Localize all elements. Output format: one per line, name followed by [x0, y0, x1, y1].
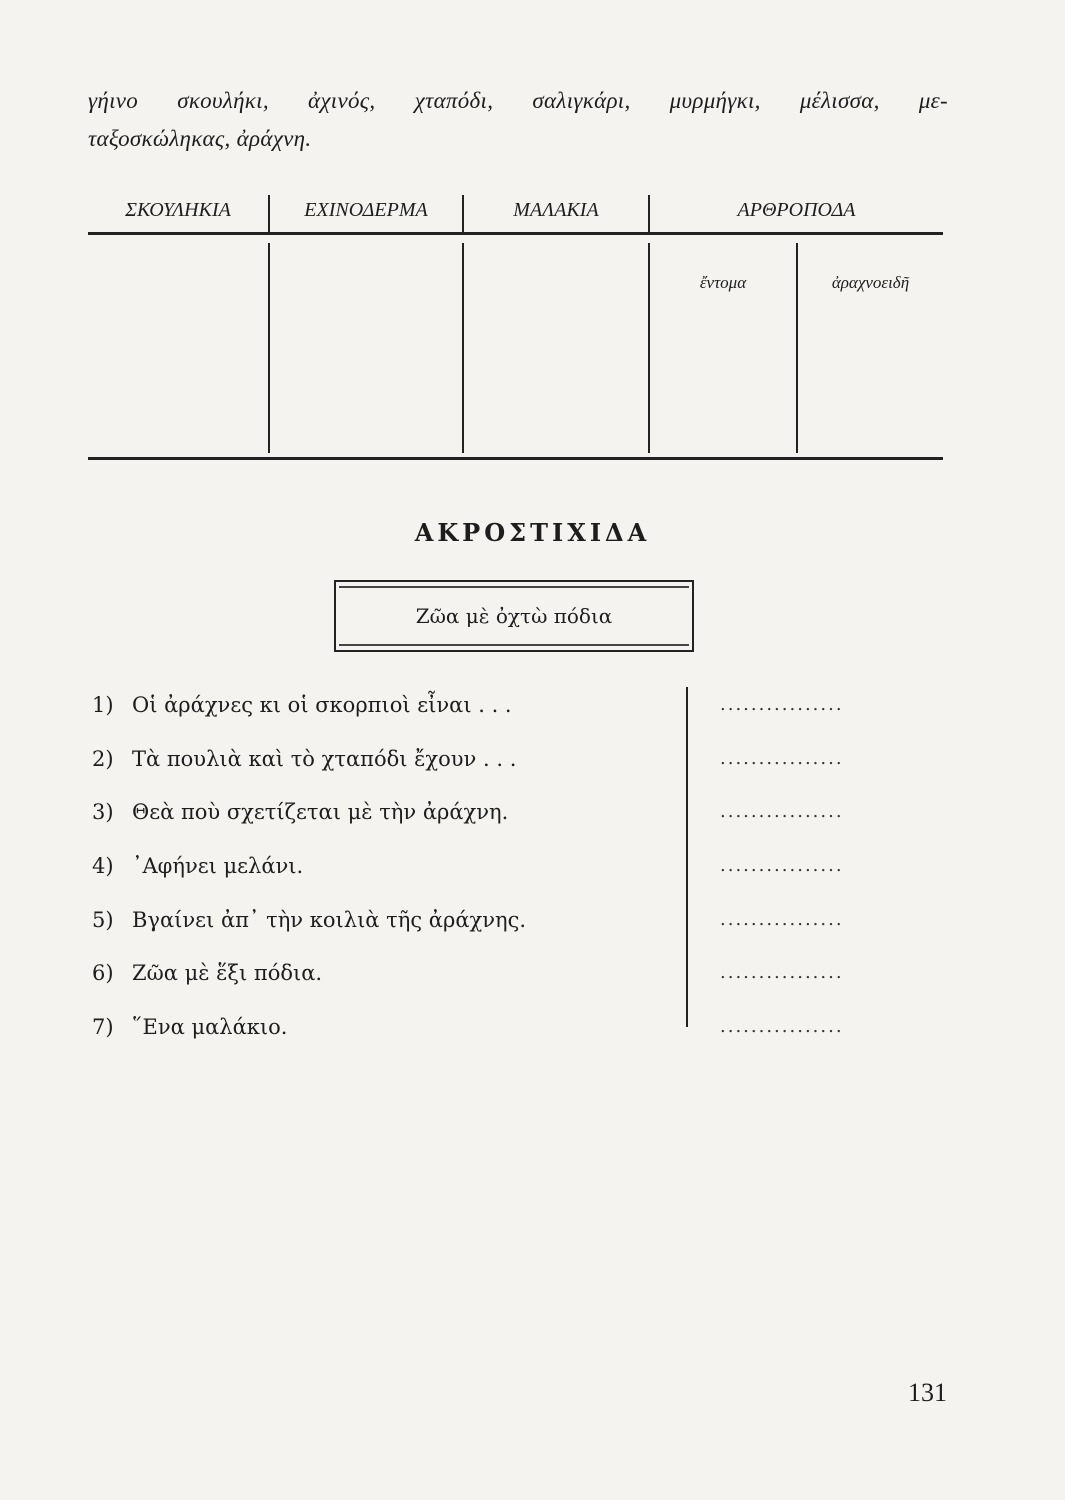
column-divider	[268, 243, 270, 453]
intro-text	[88, 82, 948, 158]
answer-blank: ................	[720, 1016, 844, 1038]
intro-line-2: ταξοσκώληκας, ἀράχνη.	[88, 126, 312, 151]
column-divider	[648, 195, 650, 233]
clue-text: Θεὰ ποὺ σχετίζεται μὲ τὴν ἀράχνη.	[132, 800, 509, 825]
clue-number: 1)	[92, 693, 114, 717]
bottom-rule	[88, 457, 943, 460]
clue-number: 4)	[92, 854, 114, 879]
clue-item	[92, 795, 672, 849]
header-rule	[88, 232, 943, 235]
header-worms: ΣΚΟΥΛΗΚΙΑ	[125, 199, 231, 221]
answer-blank: ................	[720, 694, 844, 715]
clue-item	[92, 688, 672, 742]
acrostic-key-box	[334, 580, 694, 652]
clue-text: Τὰ πουλιὰ καὶ τὸ χταπόδι ἔχουν . . .	[132, 746, 517, 771]
acrostic-key-label: Ζῶα μὲ ὀχτὼ πόδια	[339, 586, 689, 646]
clue-number: 3)	[92, 800, 114, 825]
page-number: 131	[908, 1378, 947, 1407]
column-divider	[462, 195, 464, 233]
clue-item	[92, 742, 672, 796]
answer-blank: ................	[720, 855, 844, 877]
clue-number: 5)	[92, 907, 114, 932]
clue-text: Ζῶα μὲ ἕξι πόδια.	[132, 961, 323, 986]
classification-table	[88, 195, 943, 463]
acrostic-answers	[720, 688, 952, 1064]
clue-number: 7)	[92, 1015, 114, 1040]
acrostic-divider	[686, 687, 688, 1027]
clue-text: ᾿Αφήνει μελάνι.	[132, 854, 304, 879]
column-divider	[268, 195, 270, 233]
clue-text: Οἱ ἀράχνες κι οἱ σκορπιοὶ εἶναι . . .	[132, 693, 512, 717]
header-arthropods: ΑΡΘΡΟΠΟΔΑ	[737, 199, 856, 221]
header-echinoderms: ΕΧΙΝΟΔΕΡΜΑ	[304, 199, 428, 221]
column-divider	[462, 243, 464, 453]
clue-number: 6)	[92, 961, 114, 986]
clue-text: ῞Ενα μαλάκιο.	[132, 1015, 288, 1040]
clue-item	[92, 903, 672, 957]
answer-blank: ................	[720, 908, 844, 930]
header-mollusks: ΜΑΛΑΚΙΑ	[513, 199, 599, 221]
clue-number: 2)	[92, 746, 114, 771]
clue-item	[92, 956, 672, 1010]
answer-blank: ................	[720, 962, 844, 984]
answer-blank: ................	[720, 801, 844, 823]
intro-line-1: γήινο σκουλήκι, ἀχινός, χταπόδι, σαλιγκάρι, μυρμήγκι, μέλισσα, με-	[88, 88, 948, 113]
answer-blank: ................	[720, 747, 844, 769]
subheader-arachnids: ἀραχνοειδῆ	[831, 273, 910, 292]
clue-item	[92, 849, 672, 903]
acrostic-clues	[92, 688, 672, 1064]
acrostic-title: ΑΚΡΟΣΤΙΧΙΔΑ	[414, 518, 651, 547]
subheader-insects: ἔντομα	[699, 273, 747, 292]
clue-item	[92, 1010, 672, 1064]
clue-text: Βγαίνει ἀπ᾿ τὴν κοιλιὰ τῆς ἀράχνης.	[132, 907, 527, 932]
